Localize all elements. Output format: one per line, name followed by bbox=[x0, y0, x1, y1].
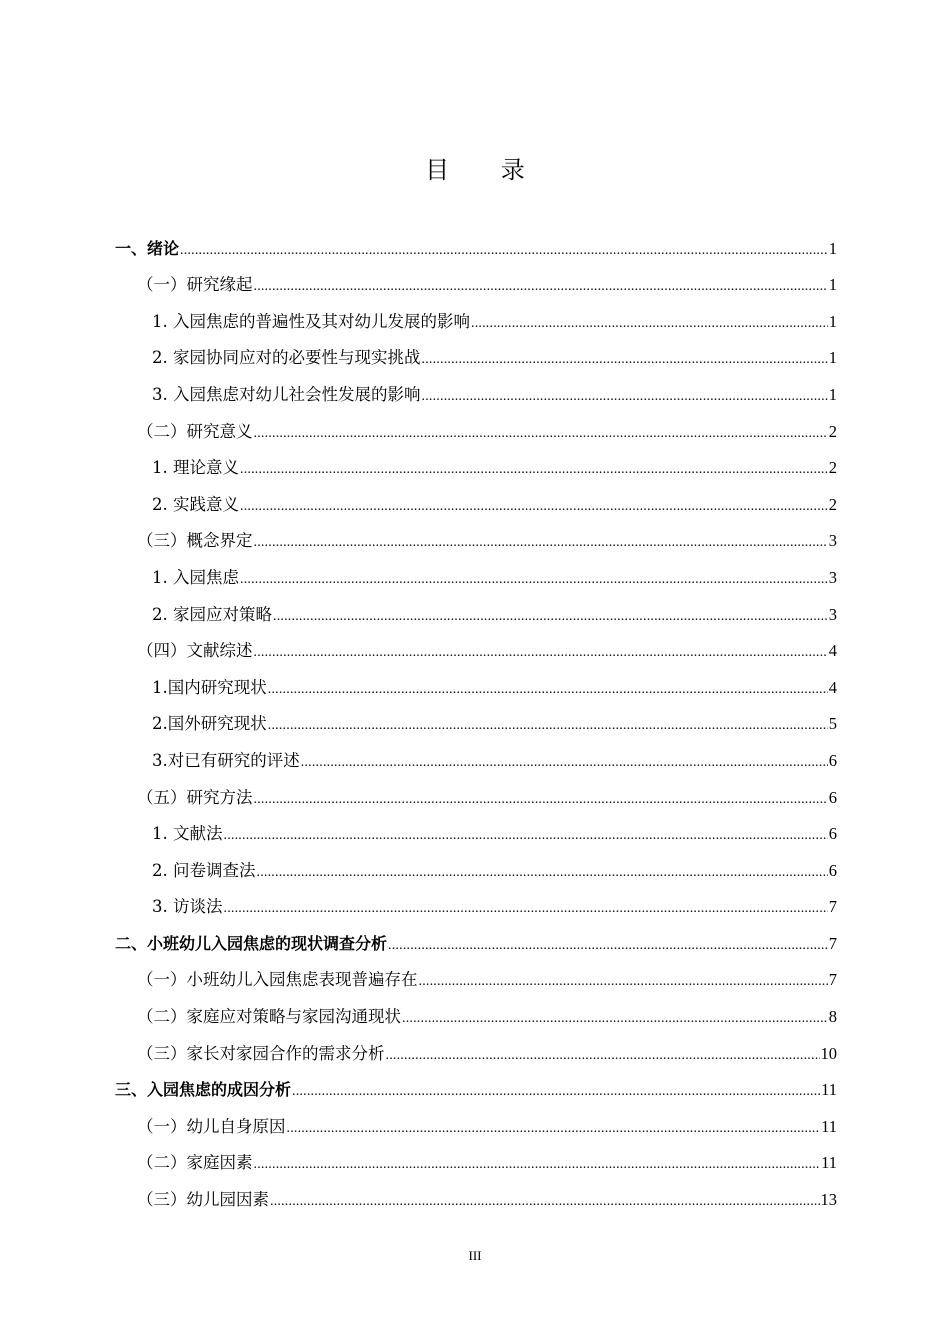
toc-entry-label: 1. 文献法 bbox=[152, 824, 223, 844]
toc-entry[interactable] bbox=[115, 1173, 837, 1210]
toc-entry[interactable] bbox=[115, 698, 837, 735]
toc-leader-dots bbox=[386, 1048, 820, 1064]
toc-entry[interactable] bbox=[115, 881, 837, 918]
toc-leader-dots bbox=[422, 352, 828, 368]
toc-leader-dots bbox=[254, 645, 828, 661]
table-of-contents bbox=[115, 222, 837, 1210]
toc-entry[interactable] bbox=[115, 625, 837, 662]
toc-entry-label: 3. 入园焦虑对幼儿社会性发展的影响 bbox=[152, 384, 421, 404]
toc-entry-page: 1 bbox=[828, 384, 837, 404]
toc-entry[interactable] bbox=[115, 990, 837, 1027]
toc-entry-label: 1.国内研究现状 bbox=[152, 677, 267, 697]
toc-entry[interactable] bbox=[115, 917, 837, 954]
toc-leader-dots bbox=[180, 243, 828, 259]
toc-entry-label: （四）文献综述 bbox=[137, 641, 253, 661]
toc-leader-dots bbox=[257, 865, 828, 881]
toc-leader-dots bbox=[254, 426, 828, 442]
toc-entry[interactable] bbox=[115, 588, 837, 625]
toc-entry-label: （二）研究意义 bbox=[137, 421, 253, 441]
toc-entry-page: 4 bbox=[828, 677, 837, 697]
toc-leader-dots bbox=[254, 535, 828, 551]
toc-leader-dots bbox=[270, 1194, 820, 1210]
toc-leader-dots bbox=[388, 938, 828, 954]
toc-leader-dots bbox=[224, 901, 828, 917]
toc-entry-label: （三）幼儿园因素 bbox=[137, 1190, 269, 1210]
toc-entry-label: 2. 家园应对策略 bbox=[152, 604, 272, 624]
toc-entry-page: 8 bbox=[828, 1007, 837, 1027]
toc-entry[interactable] bbox=[115, 442, 837, 479]
toc-leader-dots bbox=[254, 279, 828, 295]
toc-entry-label: （一）幼儿自身原因 bbox=[137, 1116, 286, 1136]
toc-leader-dots bbox=[422, 389, 828, 405]
toc-entry[interactable] bbox=[115, 478, 837, 515]
toc-entry-page: 3 bbox=[828, 604, 837, 624]
toc-leader-dots bbox=[240, 572, 828, 588]
toc-entry-label: 1. 入园焦虑的普遍性及其对幼儿发展的影响 bbox=[152, 311, 470, 331]
toc-entry-page: 1 bbox=[828, 238, 837, 258]
toc-leader-dots bbox=[254, 792, 828, 808]
page-title: 目 录 bbox=[425, 156, 547, 184]
toc-leader-dots bbox=[287, 1121, 821, 1137]
toc-leader-dots bbox=[471, 316, 828, 332]
toc-entry-page: 6 bbox=[828, 824, 837, 844]
toc-leader-dots bbox=[273, 609, 828, 625]
toc-entry-page: 6 bbox=[828, 750, 837, 770]
toc-entry[interactable] bbox=[115, 771, 837, 808]
toc-entry-label: （五）研究方法 bbox=[137, 787, 253, 807]
toc-entry-label: 三、入园焦虑的成因分析 bbox=[115, 1080, 292, 1100]
toc-entry-page: 11 bbox=[821, 1153, 837, 1173]
toc-leader-dots bbox=[292, 1084, 820, 1100]
toc-entry-page: 11 bbox=[821, 1116, 837, 1136]
footer-page-number: III bbox=[468, 1248, 482, 1263]
toc-entry-label: 3.对已有研究的评述 bbox=[152, 750, 300, 770]
toc-entry-label: （二）家庭应对策略与家园沟通现状 bbox=[137, 1007, 401, 1027]
toc-entry-page: 10 bbox=[820, 1043, 837, 1063]
toc-entry-page: 1 bbox=[828, 275, 837, 295]
toc-leader-dots bbox=[419, 974, 828, 990]
toc-entry-page: 6 bbox=[828, 787, 837, 807]
toc-leader-dots bbox=[301, 755, 828, 771]
toc-entry[interactable] bbox=[115, 808, 837, 845]
toc-entry-label: 1. 理论意义 bbox=[152, 458, 239, 478]
toc-entry-label: 2.国外研究现状 bbox=[152, 714, 267, 734]
toc-leader-dots bbox=[268, 718, 828, 734]
toc-entry-label: （二）家庭因素 bbox=[137, 1153, 253, 1173]
toc-entry-page: 1 bbox=[828, 348, 837, 368]
toc-entry-page: 7 bbox=[828, 897, 837, 917]
toc-entry-label: 一、绪论 bbox=[115, 238, 180, 258]
toc-entry-page: 7 bbox=[828, 970, 837, 990]
toc-entry[interactable] bbox=[115, 1027, 837, 1064]
toc-entry[interactable] bbox=[115, 844, 837, 881]
toc-entry-page: 1 bbox=[828, 311, 837, 331]
toc-entry-label: 二、小班幼儿入园焦虑的现状调查分析 bbox=[115, 933, 388, 953]
toc-leader-dots bbox=[224, 828, 828, 844]
toc-entry-page: 4 bbox=[828, 641, 837, 661]
toc-entry-label: （一）研究缘起 bbox=[137, 275, 253, 295]
toc-entry-label: （三）概念界定 bbox=[137, 531, 253, 551]
toc-entry[interactable] bbox=[115, 332, 837, 369]
toc-entry[interactable] bbox=[115, 222, 837, 259]
toc-entry[interactable] bbox=[115, 661, 837, 698]
toc-entry-page: 6 bbox=[828, 860, 837, 880]
toc-entry-page: 3 bbox=[828, 531, 837, 551]
toc-entry-label: 3. 访谈法 bbox=[152, 897, 223, 917]
toc-leader-dots bbox=[240, 499, 828, 515]
toc-entry-label: 2. 实践意义 bbox=[152, 494, 239, 514]
toc-entry[interactable] bbox=[115, 295, 837, 332]
toc-entry[interactable] bbox=[115, 734, 837, 771]
toc-entry-label: （一）小班幼儿入园焦虑表现普遍存在 bbox=[137, 970, 418, 990]
toc-entry[interactable] bbox=[115, 1100, 837, 1137]
toc-entry-page: 2 bbox=[828, 494, 837, 514]
toc-entry[interactable] bbox=[115, 1137, 837, 1174]
toc-leader-dots bbox=[254, 1157, 821, 1173]
toc-entry-page: 2 bbox=[828, 458, 837, 478]
toc-leader-dots bbox=[268, 682, 828, 698]
toc-entry-label: 1. 入园焦虑 bbox=[152, 567, 239, 587]
toc-entry[interactable] bbox=[115, 368, 837, 405]
toc-entry[interactable] bbox=[115, 259, 837, 296]
toc-entry-page: 5 bbox=[828, 714, 837, 734]
toc-entry[interactable] bbox=[115, 954, 837, 991]
toc-entry-page: 13 bbox=[820, 1190, 837, 1210]
toc-entry-label: （三）家长对家园合作的需求分析 bbox=[137, 1043, 385, 1063]
toc-leader-dots bbox=[240, 462, 828, 478]
toc-entry-page: 3 bbox=[828, 567, 837, 587]
toc-entry-page: 11 bbox=[821, 1080, 837, 1100]
toc-entry[interactable] bbox=[115, 515, 837, 552]
toc-entry-label: 2. 家园协同应对的必要性与现实挑战 bbox=[152, 348, 421, 368]
toc-entry[interactable] bbox=[115, 551, 837, 588]
toc-entry-page: 7 bbox=[828, 933, 837, 953]
toc-entry-page: 2 bbox=[828, 421, 837, 441]
toc-entry-label: 2. 问卷调查法 bbox=[152, 860, 256, 880]
toc-entry[interactable] bbox=[115, 1064, 837, 1101]
toc-entry[interactable] bbox=[115, 405, 837, 442]
toc-leader-dots bbox=[402, 1011, 828, 1027]
